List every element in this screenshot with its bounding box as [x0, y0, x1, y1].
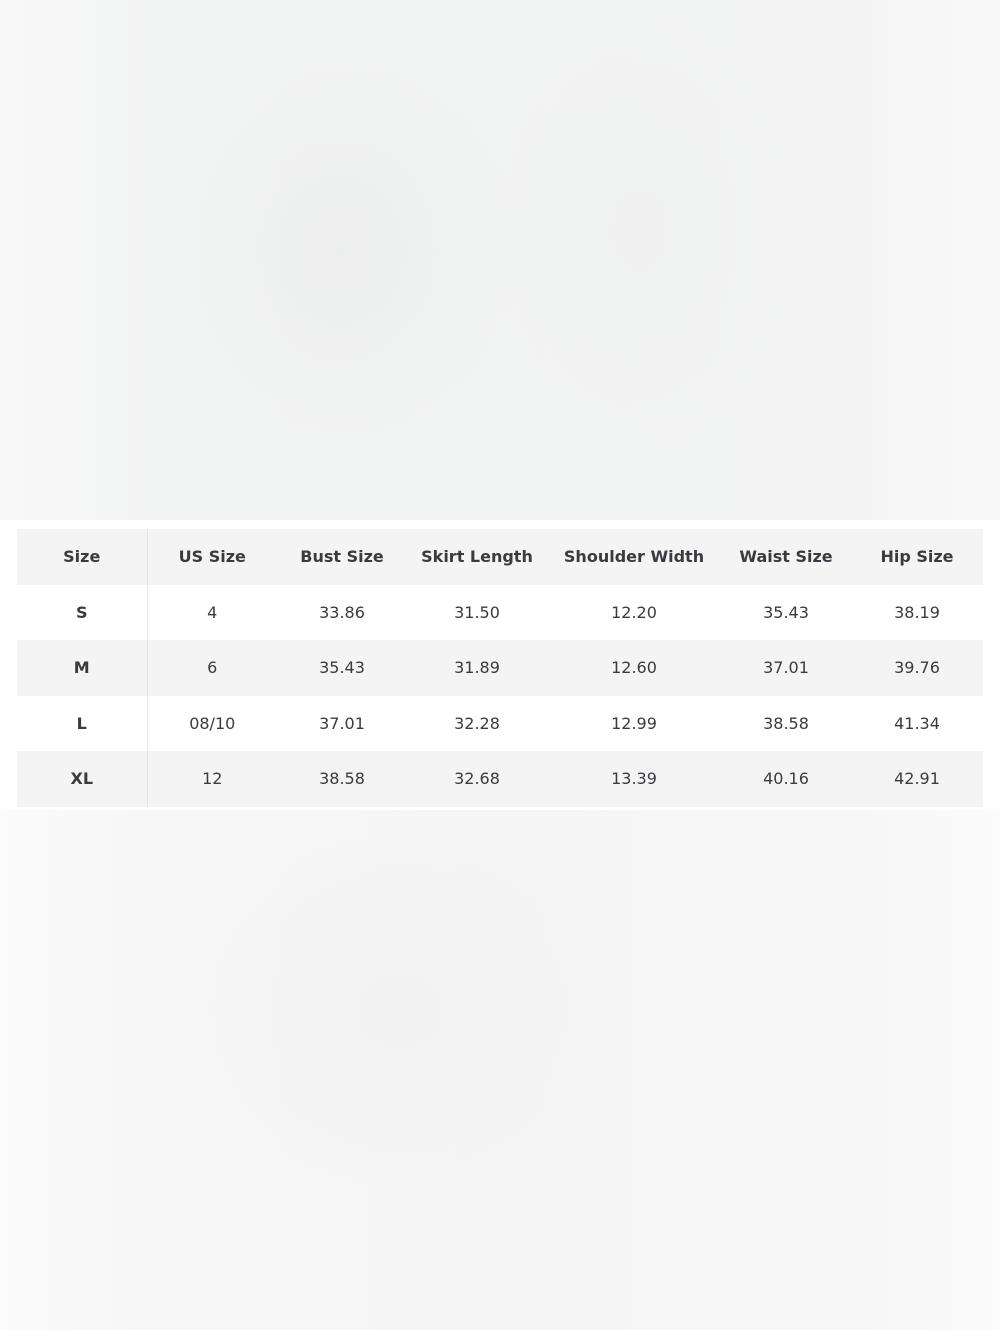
cell-waist-size: 40.16 — [721, 751, 851, 807]
cell-skirt-length: 31.89 — [407, 640, 547, 696]
header-size: Size — [17, 529, 147, 585]
cell-hip-size: 39.76 — [851, 640, 983, 696]
cell-shoulder-width: 12.99 — [547, 696, 721, 752]
cell-size: M — [17, 640, 147, 696]
size-chart-table — [17, 529, 984, 807]
header-waist-size: Waist Size — [721, 529, 851, 585]
cell-shoulder-width: 12.60 — [547, 640, 721, 696]
table-row — [17, 585, 983, 641]
cell-bust-size: 35.43 — [277, 640, 407, 696]
cell-skirt-length: 31.50 — [407, 585, 547, 641]
cell-shoulder-width: 12.20 — [547, 585, 721, 641]
cell-hip-size: 38.19 — [851, 585, 983, 641]
table-row — [17, 751, 983, 807]
cell-size: XL — [17, 751, 147, 807]
cell-hip-size: 42.91 — [851, 751, 983, 807]
table-header-row — [17, 529, 983, 585]
cell-bust-size: 33.86 — [277, 585, 407, 641]
cell-us-size: 6 — [147, 640, 277, 696]
table-row — [17, 640, 983, 696]
header-us-size: US Size — [147, 529, 277, 585]
cell-skirt-length: 32.68 — [407, 751, 547, 807]
cell-bust-size: 37.01 — [277, 696, 407, 752]
header-hip-size: Hip Size — [851, 529, 983, 585]
header-bust-size: Bust Size — [277, 529, 407, 585]
cell-us-size: 12 — [147, 751, 277, 807]
table-row — [17, 696, 983, 752]
cell-size: S — [17, 585, 147, 641]
cell-skirt-length: 32.28 — [407, 696, 547, 752]
cell-size: L — [17, 696, 147, 752]
cell-shoulder-width: 13.39 — [547, 751, 721, 807]
product-photo-bottom — [0, 810, 1000, 1330]
header-shoulder-width: Shoulder Width — [547, 529, 721, 585]
cell-waist-size: 35.43 — [721, 585, 851, 641]
cell-bust-size: 38.58 — [277, 751, 407, 807]
cell-us-size: 4 — [147, 585, 277, 641]
header-skirt-length: Skirt Length — [407, 529, 547, 585]
product-photo-top — [0, 0, 1000, 520]
cell-waist-size: 37.01 — [721, 640, 851, 696]
cell-us-size: 08/10 — [147, 696, 277, 752]
cell-hip-size: 41.34 — [851, 696, 983, 752]
cell-waist-size: 38.58 — [721, 696, 851, 752]
